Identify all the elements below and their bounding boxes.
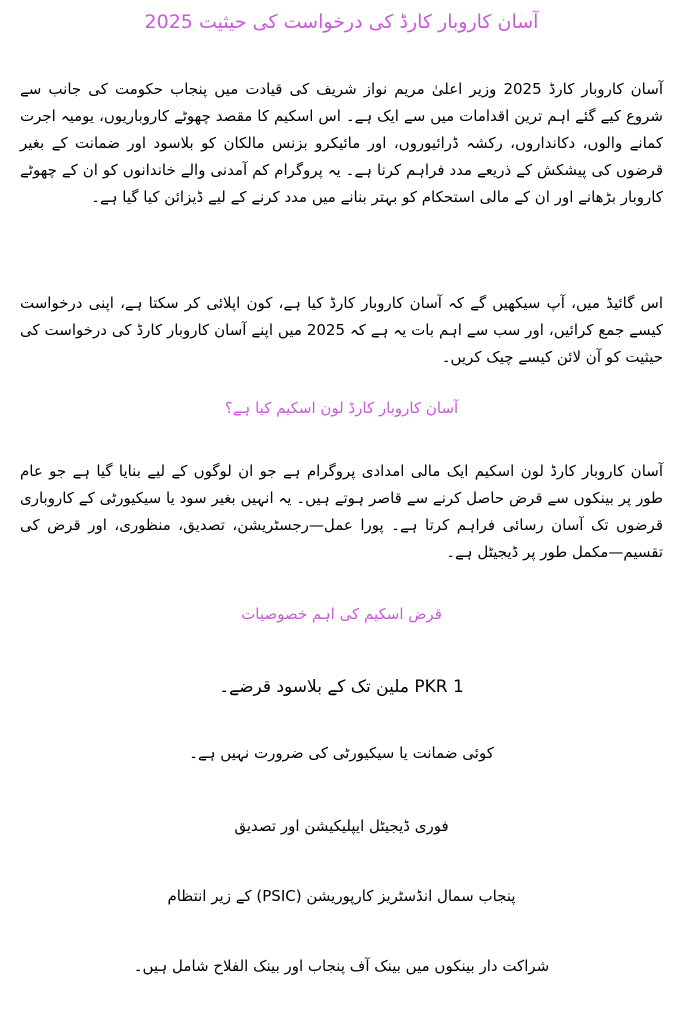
page-title: آسان کاروبار کارڈ کی درخواست کی حیثیت 2025 — [144, 11, 539, 33]
feature-item: پنجاب سمال انڈسٹریز کارپوریشن (PSIC) کے زیر انتظام — [167, 887, 516, 905]
feature-item: کوئی ضمانت یا سیکیورٹی کی ضرورت نہیں ہے۔ — [189, 744, 494, 762]
features-section-heading: قرض اسکیم کی اہم خصوصیات — [241, 605, 442, 623]
feature-item: فوری ڈیجیٹل ایپلیکیشن اور تصدیق — [234, 817, 449, 835]
scheme-paragraph: آسان کاروبار کارڈ لون اسکیم ایک مالی امدادی پروگرام ہے جو ان لوگوں کے لیے بنایا گیا ہے جو عام طور پر بینکوں سے قرض حاصل کرنے سے قاصر ہوتے ہیں۔ یہ انہیں بغیر سود یا سیکیورٹی کے کاروباری قرضوں تک آسان رسائی فراہم کرتا ہے۔ پورا عمل—رجسٹریشن، تصدیق، منظوری، اور قرض کی تقسیم—مکمل طور پر ڈیجیٹل ہے۔ — [20, 462, 663, 561]
guide-paragraph: اس گائیڈ میں، آپ سیکھیں گے کہ آسان کاروبار کارڈ کیا ہے، کون اپلائی کر سکتا ہے، اپنی درخواست کیسے جمع کرائیں، اور سب سے اہم بات یہ ہے کہ 2025 میں اپنے آسان کاروبار کارڈ کی درخواست کی حیثیت کو آن لائن کیسے چیک کریں۔ — [20, 294, 664, 366]
feature-item: شراکت دار بینکوں میں بینک آف پنجاب اور بینک الفلاح شامل ہیں۔ — [133, 957, 550, 975]
intro-paragraph: آسان کاروبار کارڈ 2025 وزیر اعلیٰ مریم نواز شریف کی قیادت میں پنجاب حکومت کی جانب سے شروع کیے گئے اہم ترین اقدامات میں سے ایک ہے۔ اس اسکیم کا مقصد چھوٹے کاروباریوں، یومیہ اجرت کمانے والوں، دکانداروں، رکشہ ڈرائیوروں، اور مائیکرو بزنس مالکان کو بلاسود اور ضمانت کے بغیر قرضوں کی پیشکش کے ذریعے مدد فراہم کرنا ہے۔ یہ پروگرام کم آمدنی والے خاندانوں کو ان کے چھوٹے کاروبار بڑھانے اور ان کے مالی استحکام کو بہتر بنانے میں مدد کرنے کے لیے ڈیزائن کیا گیا ہے۔ — [20, 80, 663, 206]
scheme-section-heading: آسان کاروبار کارڈ لون اسکیم کیا ہے؟ — [224, 399, 459, 417]
feature-item: PKR 1 ملین تک کے بلاسود قرضے۔ — [219, 677, 464, 697]
